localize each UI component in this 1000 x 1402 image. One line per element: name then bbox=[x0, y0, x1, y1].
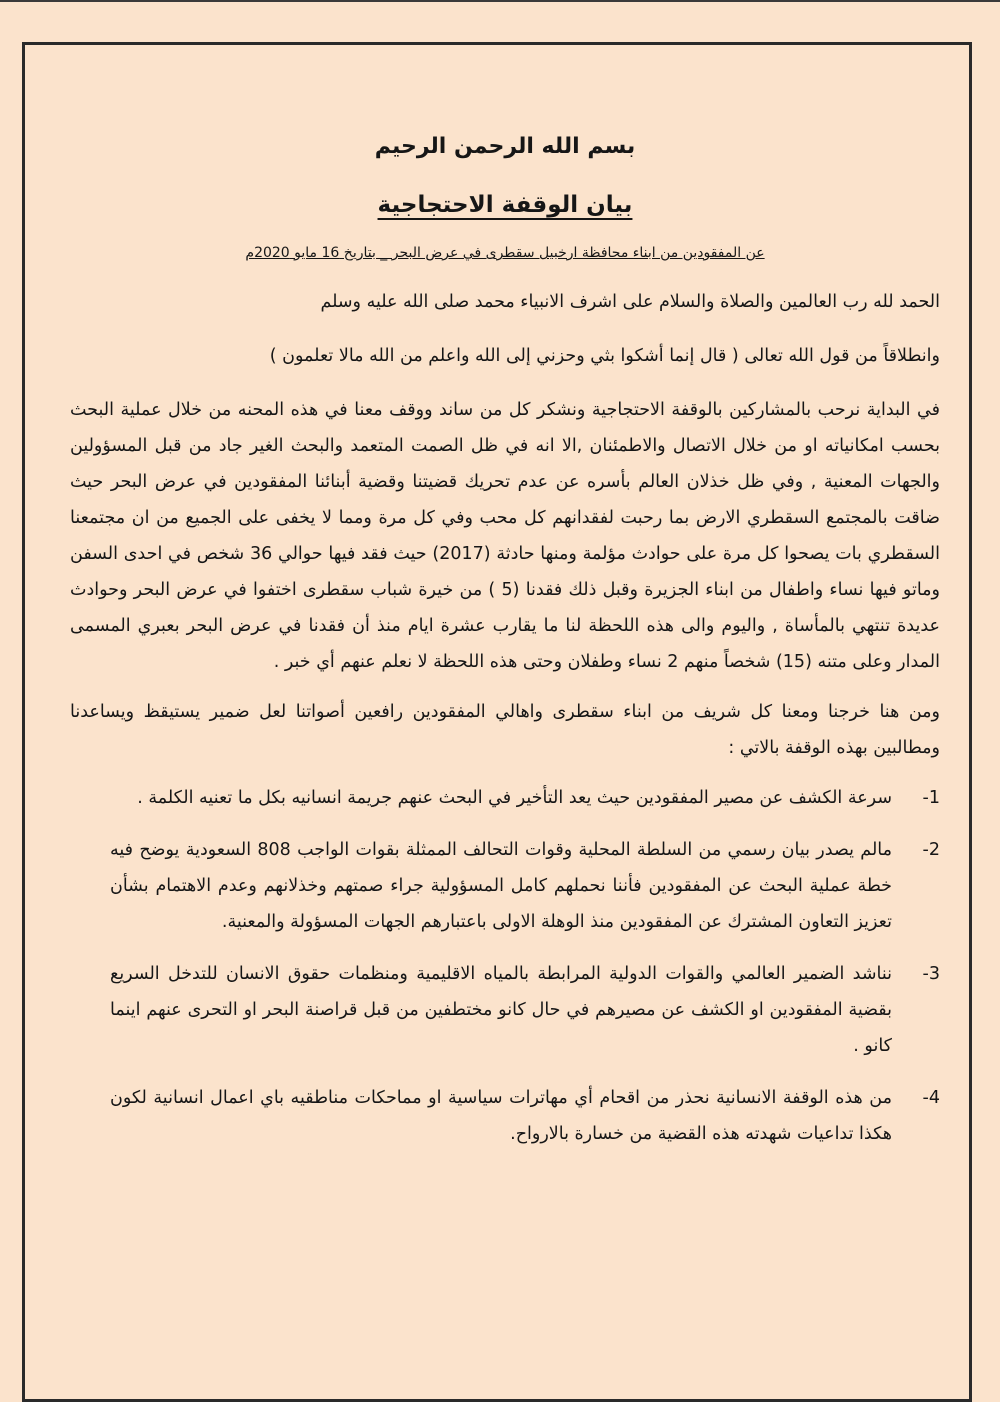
demand-number: 4- bbox=[922, 1088, 940, 1108]
opening-praise: الحمد لله رب العالمين والصلاة والسلام على اشرف الانبياء محمد صلى الله عليه وسلم bbox=[320, 292, 940, 312]
statement-content bbox=[70, 130, 940, 1168]
top-border-line bbox=[0, 0, 1000, 2]
basmala-heading: بسم الله الرحمن الرحيم bbox=[374, 134, 636, 159]
demand-number: 1- bbox=[922, 788, 940, 808]
statement-title: بيان الوقفة الاحتجاجية bbox=[377, 192, 633, 218]
main-paragraph: في البداية نرحب بالمشاركين بالوقفة الاحتجاجية ونشكر كل من ساند ووقف معنا في هذه المحنه من خلال عملية البحث بحسب امكانياته او من خلال الاتصال والاطمئنان ,الا انه في ظل الصمت المتعمد والبحث الغير جاد من قبل المسؤولين والجهات المعنية , وفي ظل خذلان العالم بأسره عن عدم تحريك قضيتنا وقضية أبنائنا المفقودين في عرض البحر حيث ضاقت بالمجتمع السقطري الارض بما رحبت لفقدانهم كل محب وفي كل مرة ومما لا يخفى على الجميع من ان مجتمعنا السقطري بات يصحوا كل مرة على حوادث مؤلمة ومنها حادثة (2017) حيث فقد فيها حوالي 36 شخص في احدى السفن وماتو فيها نساء واطفال من ابناء الجزيرة وقبل ذلك فقدنا (5 ) من خيرة شباب سقطرى اختفوا في عرض البحر وحوادث عديدة تنتهي بالمأساة , واليوم والى هذه اللحظة لنا ما يقارب عشرة ايام منذ أن فقدنا في عرض البحر بعبري المسمى المدار وعلى متنه (15) شخصاً منهم 2 نساء وطفلان وحتى هذه اللحظة لا نعلم عنهم أي خبر . bbox=[70, 400, 940, 672]
demand-text: سرعة الكشف عن مصير المفقودين حيث يعد التأخير في البحث عنهم جريمة انسانيه بكل ما تعنيه الكلمة . bbox=[137, 788, 892, 808]
demand-item bbox=[70, 780, 940, 816]
demand-item bbox=[70, 956, 940, 1064]
demands-list bbox=[70, 780, 940, 1152]
demand-text: مالم يصدر بيان رسمي من السلطة المحلية وقوات التحالف الممثلة بقوات الواجب 808 السعودية يوضح فيه خطة عملية البحث عن المفقودين فأننا نحملهم كامل المسؤولية جراء صمتهم وخذلانهم وعدم الاهتمام بشأن تعزيز التعاون المشترك عن المفقودين منذ الوهلة الاولى باعتبارهم الجهات المسؤولة والمعنية. bbox=[110, 840, 892, 932]
demand-number: 3- bbox=[922, 964, 940, 984]
quran-quote: وانطلاقاً من قول الله تعالى ( قال إنما أشكوا بثي وحزني إلى الله واعلم من الله مالا تعلمون ) bbox=[269, 346, 940, 366]
demands-intro: ومن هنا خرجنا ومعنا كل شريف من ابناء سقطرى واهالي المفقودين رافعين أصواتنا لعل ضمير يستيقظ ويساعدنا ومطالبين بهذه الوقفة بالاتي : bbox=[70, 702, 940, 758]
demand-text: من هذه الوقفة الانسانية نحذر من اقحام أي مهاترات سياسية او مماحكات مناطقيه باي اعمال انسانية لكون هكذا تداعيات شهدته هذه القضية من خسارة بالارواح. bbox=[110, 1088, 892, 1144]
demand-item bbox=[70, 832, 940, 940]
statement-subtitle: عن المفقودين من ابناء محافظة ارخبيل سقطرى في عرض البحر _ بتاريخ 16 مايو 2020م bbox=[245, 245, 765, 261]
demand-text: نناشد الضمير العالمي والقوات الدولية المرابطة بالمياه الاقليمية ومنظمات حقوق الانسان للتدخل السريع بقضية المفقودين او الكشف عن مصيرهم في حال كانو مختطفين من قبل قراصنة البحر او التحرى عنهم اينما كانو . bbox=[110, 964, 892, 1056]
demand-number: 2- bbox=[922, 840, 940, 860]
demand-item bbox=[70, 1080, 940, 1152]
